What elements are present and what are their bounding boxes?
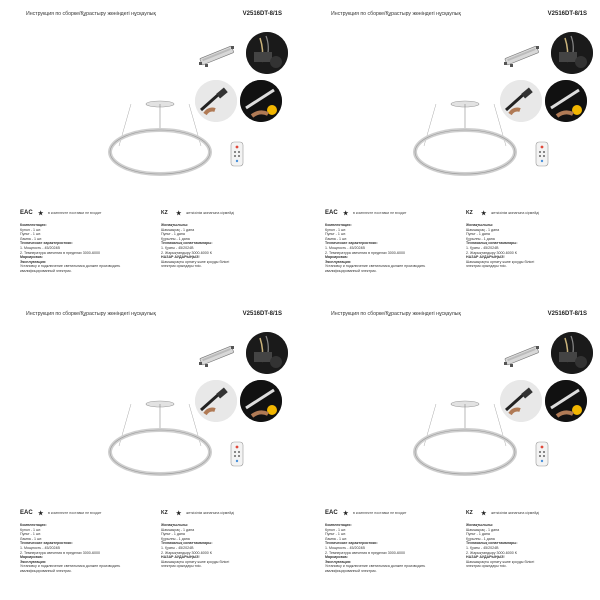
mounting-bracket-illustration (502, 43, 542, 69)
specs-kazakh (161, 523, 286, 569)
spec-line: 1. Қуаты - 45/2024В (466, 545, 499, 550)
ring-pendant-lamp-illustration (406, 398, 524, 478)
spec-line: Технические характеристики: (325, 241, 378, 246)
remote-control-illustration (535, 441, 549, 467)
star-icon: ★ (176, 511, 182, 517)
spec-line: Пульт - 1 шт. (20, 232, 41, 237)
spec-line: Комплектация: (325, 223, 352, 227)
sheet-header (313, 11, 591, 19)
spec-line: Комплектация: (20, 223, 47, 227)
kz-certification-icon: KZ (466, 510, 473, 516)
kz-certification-icon: KZ (466, 210, 473, 216)
specs-russian (20, 223, 140, 274)
spec-line: Техникалық сипаттамалары: (466, 241, 518, 246)
specs-kazakh (466, 523, 591, 569)
spec-line: Жинақтылығы: (161, 523, 189, 527)
star-icon: ★ (176, 211, 182, 217)
spec-line: электрик орындауы тиіс. (161, 564, 202, 569)
eac-note: в комплекте поставки не входит (48, 211, 102, 215)
spec-line: Лампа - 1 шт. (325, 536, 348, 541)
spec-line: Жинақтылығы: (466, 223, 494, 227)
star-icon: ★ (481, 511, 487, 517)
spec-line: Техникалық сипаттамалары: (161, 241, 213, 246)
spec-line: 2. Жарықтандыру 3000-6000 K (161, 250, 213, 255)
spec-line: НАЗАР АУДАРЫҢЫЗ! (466, 555, 505, 560)
wiring-photo (246, 332, 288, 374)
sheet-title: Инструкция по сборке/Құрастыру жөніндегі нұсқаулық (331, 11, 461, 17)
spec-line: Технические характеристики: (325, 541, 378, 546)
eac-note: в комплекте поставки не входит (353, 211, 407, 215)
star-icon: ★ (38, 511, 44, 517)
spec-line: Купол - 1 шт. (325, 227, 347, 232)
ring-pendant-lamp-illustration (406, 98, 524, 178)
spec-line: Шамшырақ - 1 дана (161, 527, 195, 532)
spec-line: 2. Температура свечения в пределах 3000-6000 (20, 550, 100, 555)
spec-line: Шамшырақ - 1 дана (466, 227, 500, 232)
star-icon: ★ (343, 211, 349, 217)
sheet-title: Инструкция по сборке/Құрастыру жөніндегі нұсқаулық (26, 11, 156, 17)
star-icon: ★ (481, 211, 487, 217)
spec-line: Маркировка: (20, 255, 43, 260)
certification-row (8, 210, 288, 220)
remote-control-illustration (230, 141, 244, 167)
spec-line: Шамшырақ - 1 дана (466, 527, 500, 532)
instruction-sheet (0, 0, 290, 290)
spec-line: Пульт - 1 дана (161, 232, 185, 237)
sheet-header (8, 311, 286, 319)
spec-line: 2. Температура свечения в пределах 3000-6000 (325, 250, 405, 255)
sheet-title: Инструкция по сборке/Құрастыру жөніндегі нұсқаулық (26, 311, 156, 317)
spec-line: Техникалық сипаттамалары: (161, 541, 213, 546)
spec-line: квалифицированный электрик. (20, 568, 72, 573)
spec-line: НАЗАР АУДАРЫҢЫЗ! (161, 555, 200, 560)
spec-line: Жинақтылығы: (161, 223, 189, 227)
specs-russian (20, 523, 140, 574)
eac-note: в комплекте поставки не входит (48, 511, 102, 515)
kz-note: жеткізілім жинағына кірмейді (491, 211, 540, 215)
spec-line: Құрылғы - 1 дана (161, 536, 190, 541)
installation-photo (240, 380, 282, 422)
spec-line: Эксплуатация: (325, 259, 352, 264)
spec-line: Пульт - 1 дана (161, 532, 185, 537)
specs-kazakh (466, 223, 591, 269)
spec-line: 2. Жарықтандыру 3000-6000 K (466, 550, 518, 555)
eac-mark-icon: EAC (20, 510, 33, 516)
spec-line: квалифицированный электрик. (325, 568, 377, 573)
wiring-photo (551, 32, 593, 74)
sheet-header (8, 11, 286, 19)
mounting-bracket-illustration (502, 343, 542, 369)
instruction-sheet (0, 300, 290, 590)
spec-line: Лампа - 1 шт. (20, 536, 43, 541)
mounting-bracket-illustration (197, 343, 237, 369)
kz-note: жеткізілім жинағына кірмейді (186, 211, 235, 215)
spec-line: Купол - 1 шт. (20, 227, 42, 232)
spec-line: Эксплуатация: (20, 559, 47, 564)
spec-line: Купол - 1 шт. (325, 527, 347, 532)
ring-pendant-lamp-illustration (101, 398, 219, 478)
spec-line: Шамшырақ - 1 дана (161, 227, 195, 232)
spec-line: Маркировка: (325, 555, 348, 560)
instruction-sheet (305, 300, 595, 590)
spec-line: 1. Қуаты - 45/2024В (161, 245, 194, 250)
spec-line: Комплектация: (20, 523, 47, 527)
certification-row (313, 210, 593, 220)
spec-line: НАЗАР АУДАРЫҢЫЗ! (466, 255, 505, 260)
spec-line: 2. Жарықтандыру 3000-6000 K (161, 550, 213, 555)
specs-kazakh (161, 223, 286, 269)
spec-line: 1. Мощность - 45/2024В (20, 245, 60, 250)
spec-line: 1. Мощность - 45/2024В (325, 245, 365, 250)
spec-line: электрик орындауы тиіс. (466, 264, 507, 269)
spec-line: Құрылғы - 1 дана (466, 236, 495, 241)
specs-russian (325, 523, 445, 574)
spec-line: Шамшырақты орнату және қосуды білікті (466, 259, 535, 264)
installation-photo (545, 380, 587, 422)
installation-photo (545, 80, 587, 122)
kz-note: жеткізілім жинағына кірмейді (186, 511, 235, 515)
sheet-header (313, 311, 591, 319)
ring-pendant-lamp-illustration (101, 98, 219, 178)
instruction-sheet (305, 0, 595, 290)
spec-line: Жинақтылығы: (466, 523, 494, 527)
spec-line: Эксплуатация: (325, 559, 352, 564)
wiring-photo (551, 332, 593, 374)
spec-line: 1. Қуаты - 45/2024В (161, 545, 194, 550)
spec-line: Установку и подключение светильника должен производить (325, 264, 426, 269)
remote-control-illustration (535, 141, 549, 167)
spec-line: Технические характеристики: (20, 541, 73, 546)
spec-line: Установку и подключение светильника должен производить (20, 564, 121, 569)
eac-mark-icon: EAC (325, 510, 338, 516)
spec-line: квалифицированный электрик. (325, 268, 377, 273)
kz-note: жеткізілім жинағына кірмейді (491, 511, 540, 515)
star-icon: ★ (343, 511, 349, 517)
spec-line: Пульт - 1 дана (466, 232, 490, 237)
remote-control-illustration (230, 441, 244, 467)
spec-line: Маркировка: (20, 555, 43, 560)
spec-line: Шамшырақты орнату және қосуды білікті (466, 559, 535, 564)
spec-line: Пульт - 1 дана (466, 532, 490, 537)
spec-line: Технические характеристики: (20, 241, 73, 246)
specs-russian (325, 223, 445, 274)
spec-line: 1. Мощность - 45/2024В (325, 545, 365, 550)
eac-mark-icon: EAC (20, 210, 33, 216)
spec-line: Маркировка: (325, 255, 348, 260)
spec-line: Эксплуатация: (20, 259, 47, 264)
model-number: V2516DT-8/1S (547, 11, 587, 17)
spec-line: Купол - 1 шт. (20, 527, 42, 532)
spec-line: Шамшырақты орнату және қосуды білікті (161, 559, 230, 564)
spec-line: Комплектация: (325, 523, 352, 527)
spec-line: Пульт - 1 шт. (325, 232, 346, 237)
spec-line: Лампа - 1 шт. (325, 236, 348, 241)
spec-line: Установку и подключение светильника должен производить (325, 564, 426, 569)
spec-line: Лампа - 1 шт. (20, 236, 43, 241)
certification-row (8, 510, 288, 520)
spec-line: 2. Температура свечения в пределах 3000-6000 (325, 550, 405, 555)
sheet-title: Инструкция по сборке/Құрастыру жөніндегі нұсқаулық (331, 311, 461, 317)
eac-note: в комплекте поставки не входит (353, 511, 407, 515)
spec-line: 2. Жарықтандыру 3000-6000 K (466, 250, 518, 255)
spec-line: 1. Қуаты - 45/2024В (466, 245, 499, 250)
certification-row (313, 510, 593, 520)
kz-certification-icon: KZ (161, 210, 168, 216)
spec-line: 1. Мощность - 45/2024В (20, 545, 60, 550)
installation-photo (240, 80, 282, 122)
spec-line: Құрылғы - 1 дана (466, 536, 495, 541)
kz-certification-icon: KZ (161, 510, 168, 516)
model-number: V2516DT-8/1S (242, 311, 282, 317)
spec-line: электрик орындауы тиіс. (466, 564, 507, 569)
spec-line: Құрылғы - 1 дана (161, 236, 190, 241)
spec-line: Шамшырақты орнату және қосуды білікті (161, 259, 230, 264)
eac-mark-icon: EAC (325, 210, 338, 216)
spec-line: электрик орындауы тиіс. (161, 264, 202, 269)
spec-line: Пульт - 1 шт. (325, 532, 346, 537)
spec-line: Техникалық сипаттамалары: (466, 541, 518, 546)
spec-line: Пульт - 1 шт. (20, 532, 41, 537)
wiring-photo (246, 32, 288, 74)
star-icon: ★ (38, 211, 44, 217)
spec-line: квалифицированный электрик. (20, 268, 72, 273)
model-number: V2516DT-8/1S (242, 11, 282, 17)
spec-line: НАЗАР АУДАРЫҢЫЗ! (161, 255, 200, 260)
mounting-bracket-illustration (197, 43, 237, 69)
spec-line: Установку и подключение светильника должен производить (20, 264, 121, 269)
spec-line: 2. Температура свечения в пределах 3000-6000 (20, 250, 100, 255)
model-number: V2516DT-8/1S (547, 311, 587, 317)
